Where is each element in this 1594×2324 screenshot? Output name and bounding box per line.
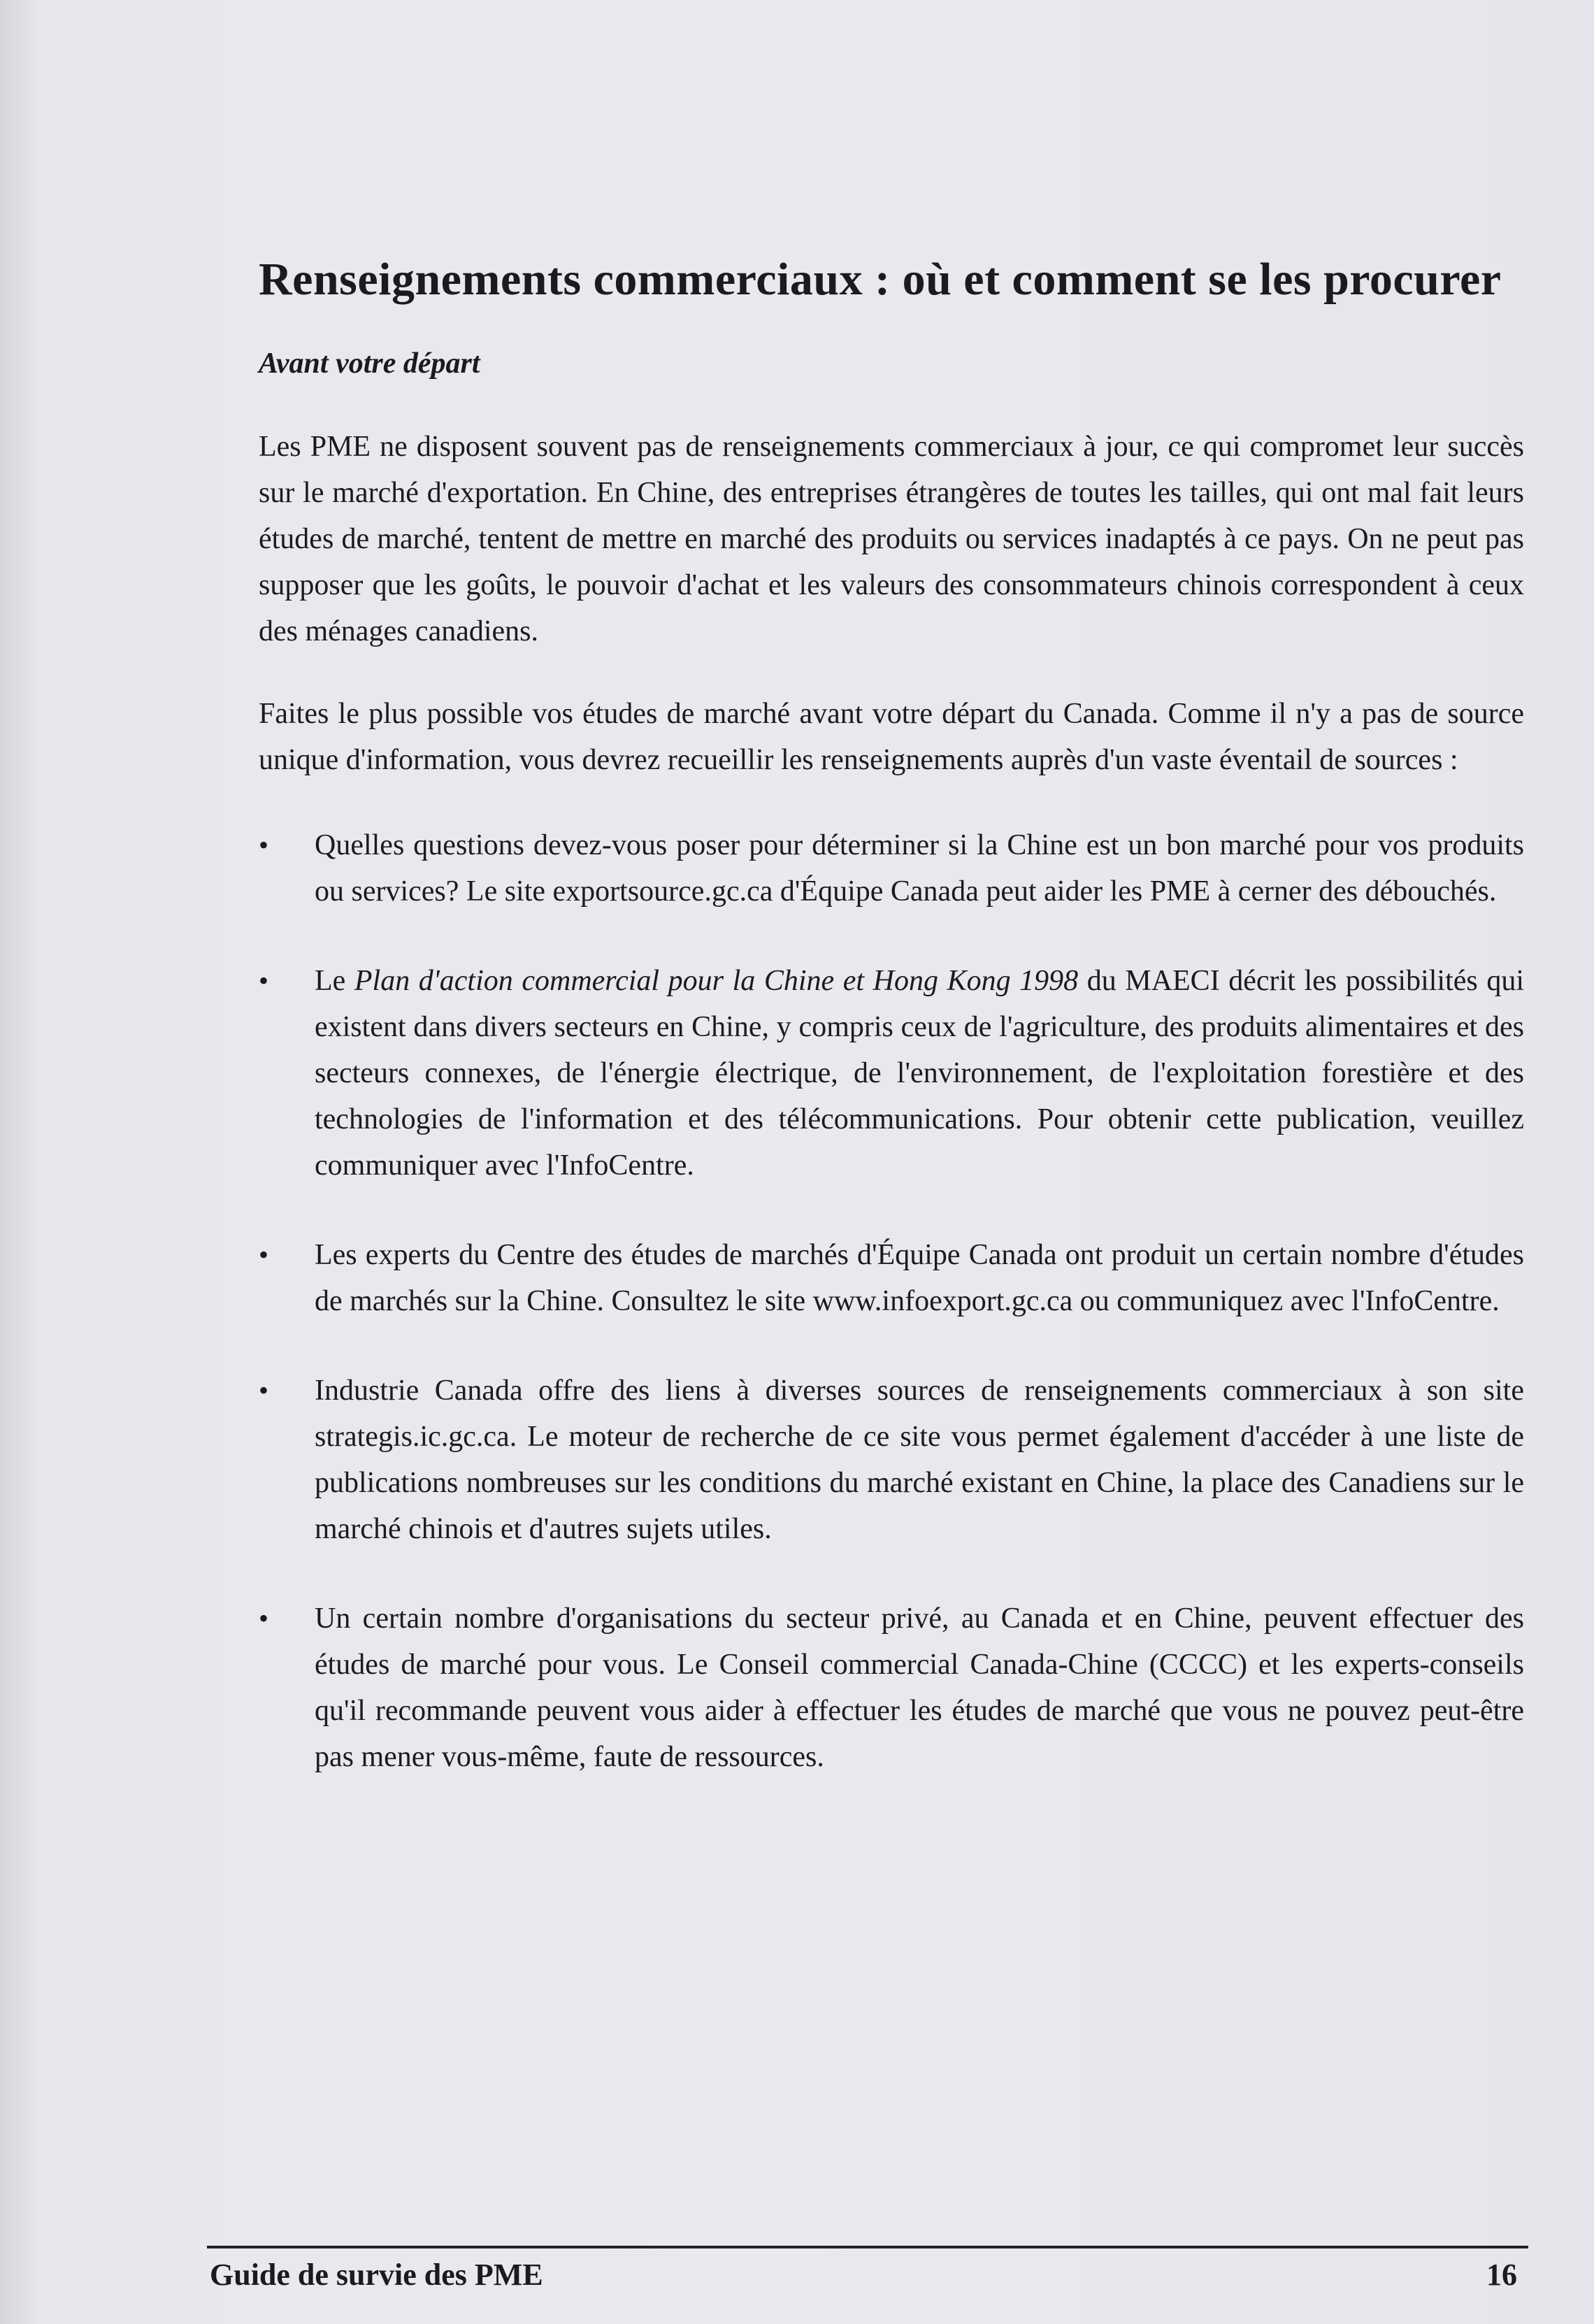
list-item-prefix: Le <box>315 965 354 997</box>
page-content <box>259 246 1524 1780</box>
bullet-icon: • <box>259 829 269 861</box>
bullet-icon: • <box>259 1239 269 1270</box>
paragraph-sources: Faites le plus possible vos études de marché avant votre départ du Canada. Comme il n'y a pas de source unique d'information, vous devrez recueillir les renseignements auprès d'un vaste éventail de sources : <box>259 698 1524 776</box>
list-item <box>259 1368 1524 1552</box>
bullet-icon: • <box>259 1602 269 1634</box>
bullet-icon: • <box>259 1375 269 1406</box>
footer-guide-title: Guide de survie des PME <box>210 2258 543 2292</box>
page-number: 16 <box>1486 2258 1517 2292</box>
bullet-list <box>259 822 1524 1780</box>
page-title: Renseignements commerciaux : où et comment se les procurer <box>259 254 1502 305</box>
list-item <box>259 1595 1524 1780</box>
list-item <box>259 822 1524 914</box>
list-item <box>259 1232 1524 1324</box>
bullet-icon: • <box>259 965 269 996</box>
footer-divider <box>207 2246 1528 2248</box>
publication-title: Plan d'action commercial pour la Chine et Hong Kong 1998 <box>354 965 1079 997</box>
list-item-text: Les experts du Centre des études de marchés d'Équipe Canada ont produit un certain nombre d'études de marchés sur la Chine. Consultez le site www.infoexport.gc.ca ou communiquez avec l'InfoCentre. <box>315 1239 1524 1317</box>
list-item <box>259 958 1524 1189</box>
list-item-suffix: du MAECI décrit les possibilités qui existent dans divers secteurs en Chine, y compris ceux de l'agriculture, des produits alimentaires et des secteurs connexes, de l'énergie électrique, de l'environnement, de l'exploitation forestière et des technologies de l'information et des télécommunications. Pour obtenir cette publication, veuillez communiquer avec l'InfoCentre. <box>315 965 1524 1182</box>
list-item-text: Quelles questions devez-vous poser pour déterminer si la Chine est un bon marché pour vos produits ou services? Le site exportsource.gc.ca d'Équipe Canada peut aider les PME à cerner des débouchés. <box>315 829 1524 908</box>
list-item-text: Un certain nombre d'organisations du secteur privé, au Canada et en Chine, peuvent effectuer des études de marché pour vous. Le Conseil commercial Canada-Chine (CCCC) et les experts-conseils qu'il recommande peuvent vous aider à effectuer les études de marché que vous ne pouvez peut-être pas mener vous-même, faute de ressources. <box>315 1602 1524 1773</box>
list-item-text: Industrie Canada offre des liens à diverses sources de renseignements commerciaux à son site strategis.ic.gc.ca. Le moteur de recherche de ce site vous permet également d'accéder à une liste de publications nombreuses sur les conditions du marché existant en Chine, la place des Canadiens sur le marché chinois et d'autres sujets utiles. <box>315 1375 1524 1545</box>
paragraph-intro: Les PME ne disposent souvent pas de renseignements commerciaux à jour, ce qui compromet leur succès sur le marché d'exportation. En Chine, des entreprises étrangères de toutes les tailles, qui ont mal fait leurs études de marché, tentent de mettre en marché des produits ou services inadaptés à ce pays. On ne peut pas supposer que les goûts, le pouvoir d'achat et les valeurs des consommateurs chinois correspondent à ceux des ménages canadiens. <box>259 431 1524 647</box>
section-subheading: Avant votre départ <box>259 347 480 380</box>
